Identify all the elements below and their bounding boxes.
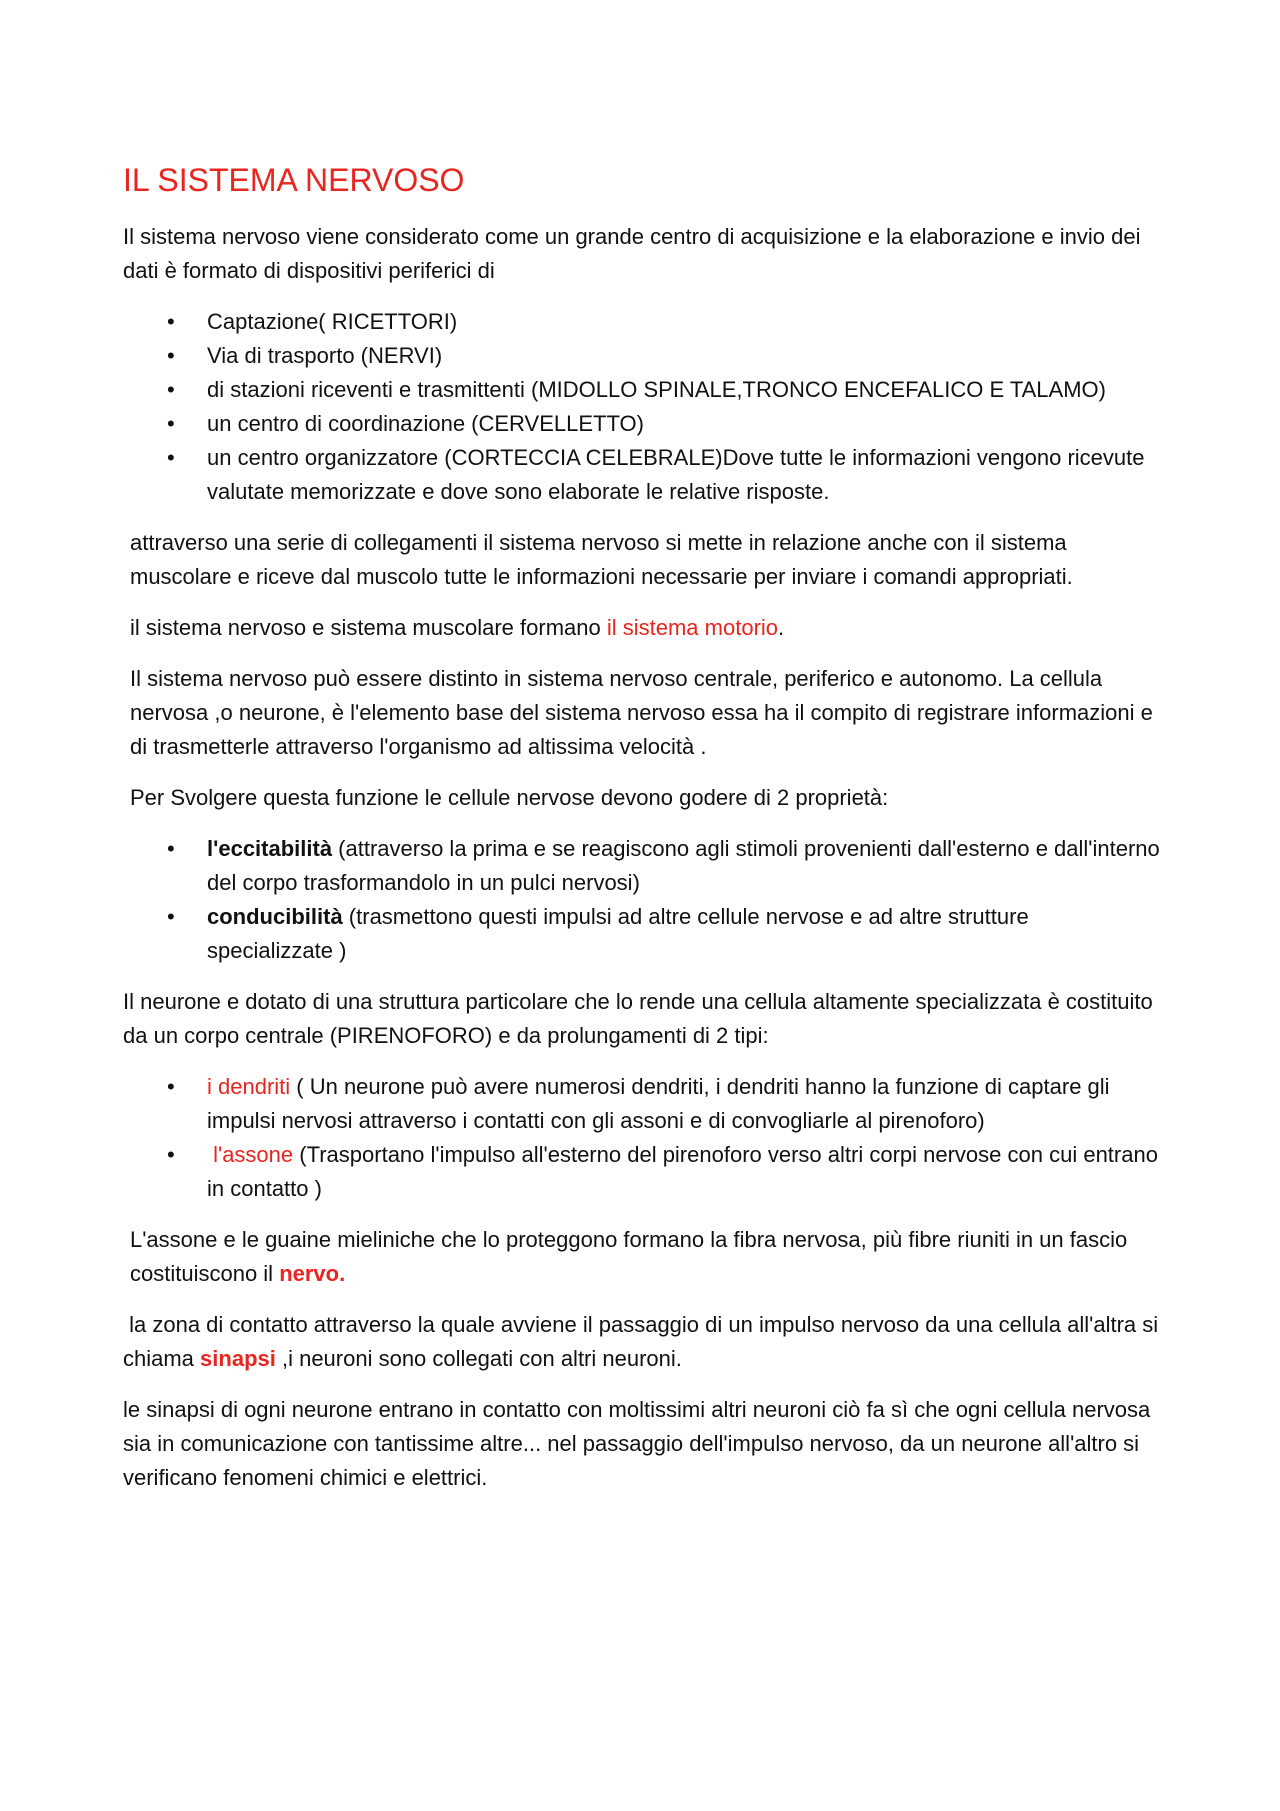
property-term: conducibilità bbox=[207, 904, 343, 929]
synapse-paragraph bbox=[123, 1308, 1165, 1376]
connections-paragraph: attraverso una serie di collegamenti il sistema nervoso si mette in relazione anche con il sistema muscolare e riceve dal muscolo tutte le informazioni necessarie per inviare i comandi appropriati. bbox=[130, 530, 1073, 589]
motor-system-end: . bbox=[778, 615, 785, 640]
extension-term: l'assone bbox=[207, 1142, 294, 1167]
list-item: • Via di trasporto (NERVI) bbox=[207, 339, 1160, 373]
list-item bbox=[207, 900, 1160, 968]
list-item bbox=[207, 1138, 1160, 1206]
property-term: l'eccitabilità bbox=[207, 836, 333, 861]
intro-paragraph: Il sistema nervoso viene considerato come un grande centro di acquisizione e la elaborazione e invio dei dati è formato di dispositivi periferici di bbox=[123, 224, 1141, 283]
neuron-paragraph: Il sistema nervoso può essere distinto in sistema nervoso centrale, periferico e autonomo. La cellula nervosa ,o neurone, è l'elemento base del sistema nervoso essa ha il compito di registrare informazioni e di trasmetterle attraverso l'organismo ad altissima velocità . bbox=[130, 666, 1153, 759]
extension-text: (Trasportano l'impulso all'esterno del pirenoforo verso altri corpi nervose con cui entrano in contatto ) bbox=[207, 1142, 1158, 1201]
properties-paragraph: Per Svolgere questa funzione le cellule nervose devono godere di 2 proprietà: bbox=[130, 785, 889, 810]
extension-text: ( Un neurone può avere numerosi dendriti, i dendriti hanno la funzione di captare gli impulsi nervosi attraverso i contatti con gli assoni e di convogliarle al pirenoforo) bbox=[207, 1074, 1110, 1133]
properties-list bbox=[123, 832, 1160, 968]
structure-paragraph: Il neurone e dotato di una struttura particolare che lo rende una cellula altamente specializzata è costituito da un corpo centrale (PIRENOFORO) e da prolungamenti di 2 tipi: bbox=[123, 989, 1153, 1048]
list-item bbox=[207, 1070, 1160, 1138]
list-item bbox=[207, 832, 1160, 900]
extensions-list bbox=[123, 1070, 1160, 1206]
components-list bbox=[123, 305, 1160, 509]
nerve-highlight: nervo. bbox=[279, 1261, 346, 1286]
extension-term: i dendriti bbox=[207, 1074, 291, 1099]
list-item: • Captazione( RICETTORI) bbox=[207, 305, 1160, 339]
axon-paragraph bbox=[123, 1223, 1160, 1291]
list-item: • un centro di coordinazione (CERVELLETTO) bbox=[207, 407, 1160, 441]
final-paragraph: le sinapsi di ogni neurone entrano in contatto con moltissimi altri neuroni ciò fa sì che ogni cellula nervosa sia in comunicazione con tantissime altre... nel passaggio dell'impulso nervoso, da un neurone all'altro si verificano fenomeni chimici e elettrici. bbox=[123, 1397, 1151, 1490]
motor-system-highlight: il sistema motorio bbox=[606, 615, 779, 640]
document-title: IL SISTEMA NERVOSO bbox=[123, 162, 465, 198]
synapse-end: ,i neuroni sono collegati con altri neuroni. bbox=[275, 1346, 682, 1371]
list-item: • di stazioni riceventi e trasmittenti (MIDOLLO SPINALE,TRONCO ENCEFALICO E TALAMO) bbox=[207, 373, 1160, 407]
property-text: (attraverso la prima e se reagiscono agli stimoli provenienti dall'esterno e dall'interno del corpo trasformandolo in un pulci nervosi) bbox=[207, 836, 1160, 895]
property-text: (trasmettono questi impulsi ad altre cellule nervose e ad altre strutture specializzate ) bbox=[207, 904, 1029, 963]
synapse-highlight: sinapsi bbox=[200, 1346, 276, 1371]
axon-text: L'assone e le guaine mieliniche che lo proteggono formano la fibra nervosa, più fibre riuniti in un fascio costituiscono il bbox=[130, 1227, 1128, 1286]
motor-system-text: il sistema nervoso e sistema muscolare formano bbox=[130, 615, 607, 640]
synapse-text: la zona di contatto attraverso la quale avviene il passaggio di un impulso nervoso da una cellula all'altra si chiama bbox=[123, 1312, 1165, 1371]
motor-system-paragraph bbox=[123, 611, 1160, 645]
list-item: • un centro organizzatore (CORTECCIA CELEBRALE)Dove tutte le informazioni vengono ricevute valutate memorizzate e dove sono elaborate le relative risposte. bbox=[207, 441, 1160, 509]
